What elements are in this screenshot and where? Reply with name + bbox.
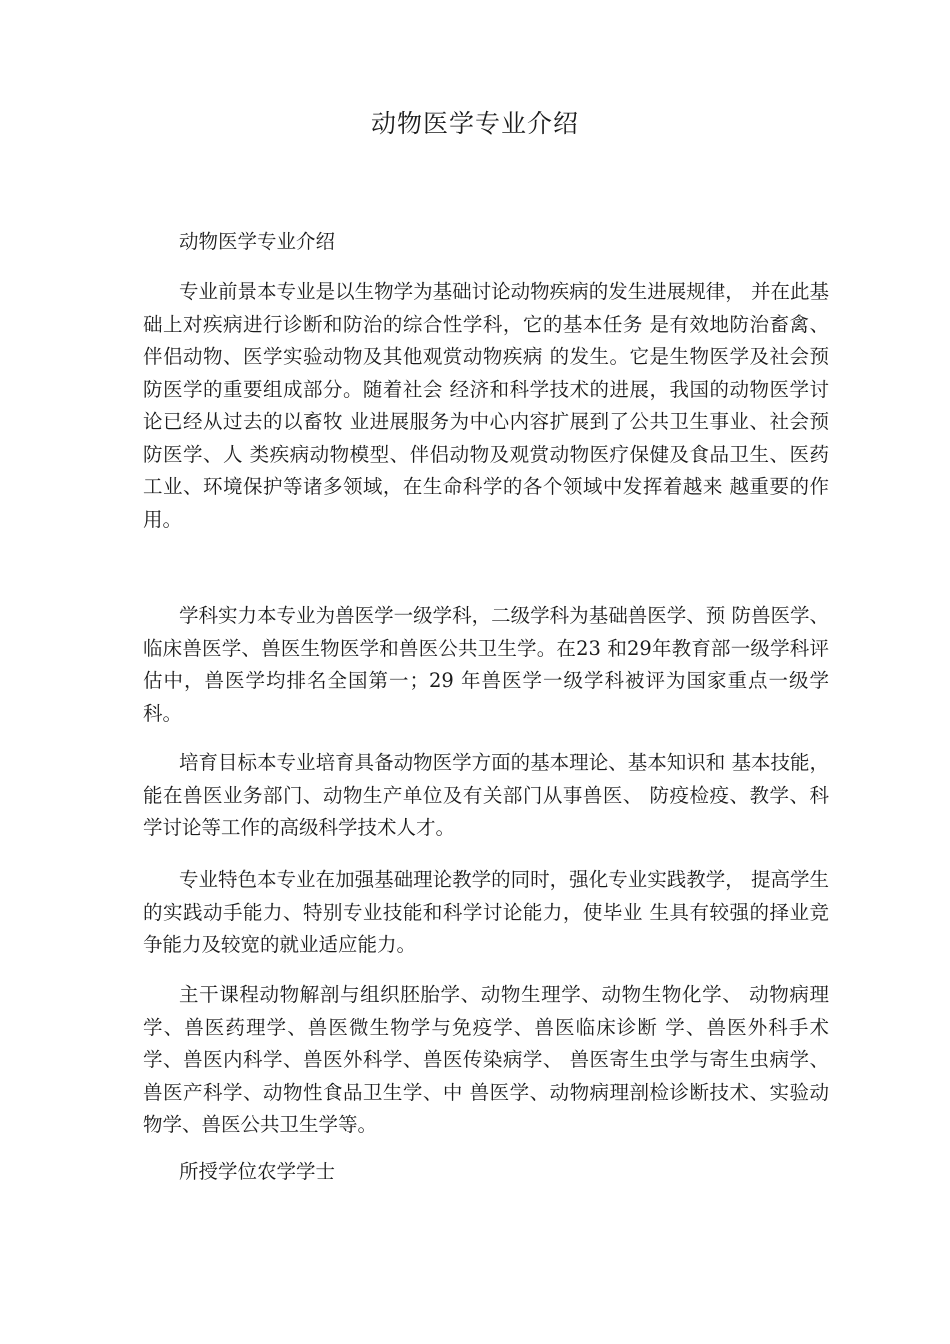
section-heading: 动物医学专业介绍 [179, 230, 336, 253]
paragraph-training-goal: 培育目标本专业培育具备动物医学方面的基本理论、基本知识和 基本技能，能在兽医业务部门、动物生产单位及有关部门从事兽医、 防疫检疫、教学、科学讨论等工作的高级科学技术人才。 [143, 751, 829, 839]
paragraph-major-feature: 专业特色本专业在加强基础理论教学的同时，强化专业实践教学， 提高学生的实践动手能力、特别专业技能和科学讨论能力，使毕业 生具有较强的择业竞争能力及较宽的就业适应能力。 [143, 868, 829, 956]
paragraph-prospect: 专业前景本专业是以生物学为基础讨论动物疾病的发生进展规律， 并在此基础上对疾病进行诊断和防治的综合性学科，它的基本任务 是有效地防治畜禽、伴侣动物、医学实验动物及其他观赏动物疾病 的发生。它是生物医学及社会预防医学的重要组成部分。随着社会 经济和科学技术的进展，我国的动物医学讨论已经从过去的以畜牧 业进展服务为中心内容扩展到了公共卫生事业、社会预防医学、人 类疾病动物模型、伴侣动物及观赏动物医疗保健及食品卫生、医药 工业、环境保护等诸多领域，在生命科学的各个领域中发挥着越来 越重要的作用。 [143, 280, 829, 531]
paragraph-main-courses: 主干课程动物解剖与组织胚胎学、动物生理学、动物生物化学、 动物病理学、兽医药理学、兽医微生物学与免疫学、兽医临床诊断 学、兽医外科手术学、兽医内科学、兽医外科学、兽医传染病学、 兽医寄生虫学与寄生虫病学、兽医产科学、动物性食品卫生学、中 兽医学、动物病理剖检诊断技术、实验动物学、兽医公共卫生学等。 [143, 983, 829, 1136]
document-title: 动物医学专业介绍 [370, 109, 579, 138]
paragraph-discipline-strength: 学科实力本专业为兽医学一级学科，二级学科为基础兽医学、预 防兽医学、临床兽医学、兽医生物医学和兽医公共卫生学。在23 和29年教育部一级学科评估中，兽医学均排名全国第一；29 年兽医学一级学科被评为国家重点一级学科。 [143, 604, 829, 725]
paragraph-degree: 所授学位农学学士 [179, 1160, 336, 1183]
